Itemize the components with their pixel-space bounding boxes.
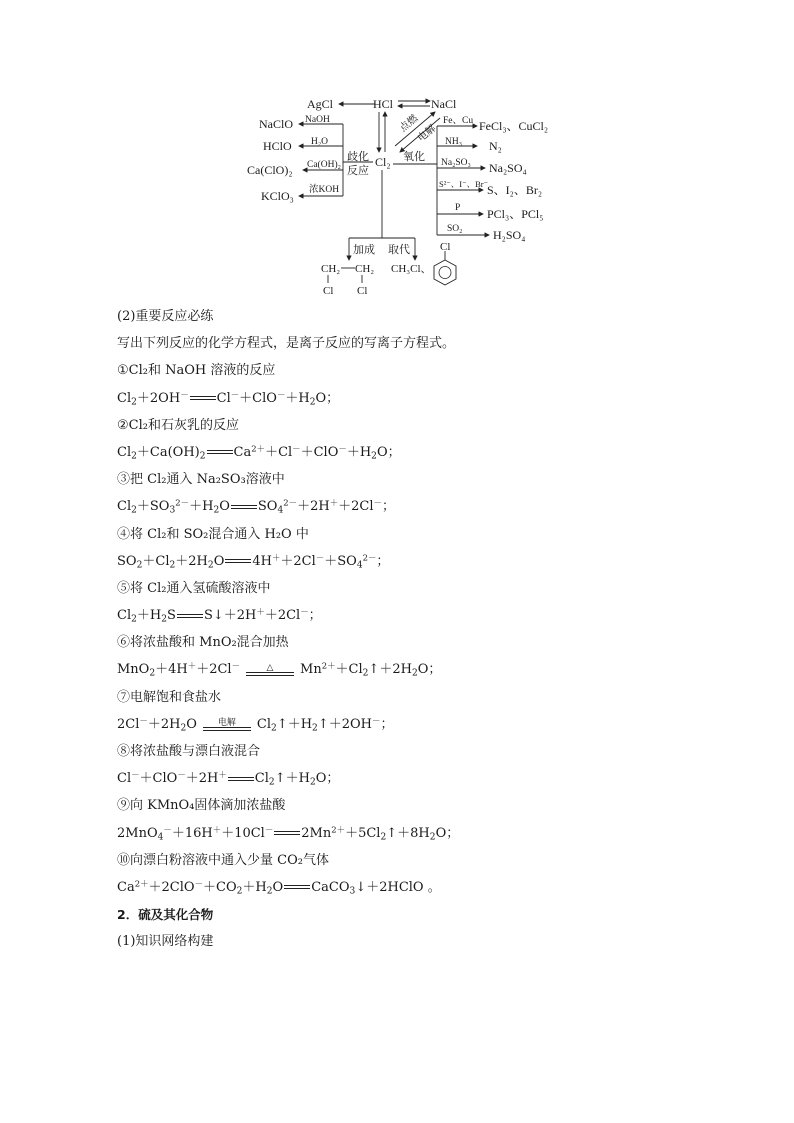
right-product-2 — [437, 158, 527, 175]
fanying-label: 反应 — [347, 165, 369, 177]
ch2-left: CH₂ — [321, 263, 341, 275]
benzene-cl-label: Cl — [440, 241, 451, 253]
svg-text:S²⁻、I⁻、Br⁻: S²⁻、I⁻、Br⁻ — [439, 179, 489, 189]
svg-text:P: P — [455, 203, 461, 213]
right-product-3 — [437, 179, 542, 197]
reaction-7-title: ⑦电解饱和食盐水 — [117, 689, 222, 705]
electrolysis-condition: 电解 — [203, 718, 251, 731]
jiacheng-label: 加成 — [353, 244, 375, 256]
left-product-0 — [259, 115, 343, 131]
reaction-9-title: ⑨向 KMnO₄固体滴加浓盐酸 — [117, 798, 286, 814]
reaction-8-title: ⑧将浓盐酸与漂白液混合 — [117, 744, 261, 759]
right-product-4 — [437, 203, 543, 221]
reaction-9-equation: 2MnO$_4$－＋16H＋＋10Cl－ $2Mn^{2+}+5Cl_2↑+8H_2O$； — [117, 823, 460, 842]
left-product-2 — [247, 159, 343, 177]
svg-text:NaClO: NaClO — [259, 117, 293, 131]
reaction-10-title: ⑩向漂白粉溶液中通入少量 CO₂气体 — [117, 852, 329, 868]
section-2-subheading: (1)知识网络构建 — [117, 934, 214, 950]
dianran-label: 点燃 — [397, 113, 421, 135]
right-product-5 — [437, 224, 525, 242]
chlorine-network-svg — [245, 90, 565, 300]
reaction-5-title: ⑤将 Cl₂通入氢硫酸溶液中 — [117, 580, 271, 596]
cl-a: Cl — [323, 285, 334, 297]
chlorobenzene — [434, 241, 456, 285]
reaction-2-title: ②Cl₂和石灰乳的反应 — [117, 417, 239, 433]
left-product-3 — [261, 183, 343, 203]
left-product-1 — [263, 137, 343, 153]
ch2-right: CH₂ — [355, 263, 375, 275]
svg-text:SO₂: SO₂ — [447, 224, 463, 234]
reaction-8-equation: Cl－＋ClO－＋2H＋ $Cl_2↑+H_2O$； — [117, 769, 340, 788]
svg-text:Ca(ClO)₂: Ca(ClO)₂ — [247, 163, 293, 177]
section-2-heading: 2．硫及其化合物 — [117, 907, 214, 923]
qudai-label: 取代 — [388, 244, 410, 256]
svg-text:NaOH: NaOH — [305, 115, 330, 125]
nacl-label: NaCl — [431, 97, 457, 111]
qihua-label: 歧化 — [347, 151, 369, 163]
ch3cl-label: CH₃Cl、 — [391, 263, 432, 275]
svg-text:FeCl₃、CuCl₂: FeCl₃、CuCl₂ — [479, 119, 549, 133]
svg-text:PCl₃、PCl₅: PCl₃、PCl₅ — [487, 207, 544, 221]
chlorine-network-diagram — [245, 90, 565, 300]
svg-text:Fe、Cu: Fe、Cu — [443, 116, 474, 126]
agcl-label: AgCl — [307, 97, 334, 111]
svg-text:H₂O: H₂O — [311, 137, 329, 147]
svg-text:HClO: HClO — [263, 139, 292, 153]
svg-text:浓KOH: 浓KOH — [309, 185, 340, 195]
heat-condition: △ — [246, 663, 294, 676]
reaction-3-title: ③把 Cl₂通入 Na₂SO₃溶液中 — [117, 472, 285, 488]
reaction-4-title: ④将 Cl₂和 SO₂混合通入 H₂O 中 — [117, 526, 309, 542]
reaction-6-equation: MnO$_2$＋4H＋＋2Cl－ △ $Mn^{2+}+Cl_2↑+2H_2O$； — [117, 660, 442, 679]
yanghua-label: 氧化 — [403, 151, 425, 163]
svg-text:KClO₃: KClO₃ — [261, 189, 294, 203]
svg-text:Ca(OH)₂: Ca(OH)₂ — [307, 160, 341, 170]
svg-text:H₂SO₄: H₂SO₄ — [493, 228, 526, 242]
dianjie-label: 电解 — [415, 123, 439, 145]
content-body — [117, 303, 717, 956]
svg-text:S、I₂、Br₂: S、I₂、Br₂ — [487, 183, 543, 197]
right-product-1 — [437, 137, 502, 153]
reaction-6-title: ⑥将浓盐酸和 MnO₂混合加热 — [117, 635, 289, 651]
reaction-4-equation: $SO_2+Cl_2+2H_2O$ $4H^++2Cl^-+SO_4^{2-}$； — [117, 552, 390, 570]
reaction-10-equation: $Ca^{2+}+2ClO^-+CO_2+H_2O$ CaCO$_3$↓＋2HClO 。 — [117, 878, 441, 897]
right-product-0 — [437, 116, 548, 133]
reaction-3-equation: $Cl_2+SO_3^{2-}+H_2O$ $SO_4^{2-}+2H^++2Cl^-$； — [117, 497, 395, 516]
reaction-1-title: ①Cl₂和 NaOH 溶液的反应 — [117, 363, 276, 379]
reaction-5-equation: $Cl_2+H_2S$ S↓＋2H＋＋2Cl－； — [117, 606, 322, 625]
svg-text:NH₃: NH₃ — [445, 137, 463, 147]
hcl-label: HCl — [373, 97, 394, 111]
reaction-1-equation: $Cl_2+2OH^-$ $Cl^-+ClO^-+H_2O$； — [117, 388, 340, 407]
section-title: (2)重要反应必练 — [117, 309, 214, 324]
reaction-7-equation: $2Cl^-+2H_2O$ 电解 $Cl_2↑+H_2↑+2OH^-$； — [117, 715, 394, 734]
svg-text:N₂: N₂ — [489, 139, 502, 153]
svg-text:Na₂SO₄: Na₂SO₄ — [489, 161, 527, 175]
cl-b: Cl — [357, 285, 368, 297]
instruction: 写出下列反应的化学方程式，是离子反应的写离子方程式。 — [117, 336, 456, 352]
svg-text:Na₂SO₃: Na₂SO₃ — [441, 158, 471, 168]
cl2-center: Cl₂ — [375, 155, 391, 169]
reaction-2-equation: $Cl_2+Ca(OH)_2$ $Ca^{2+}+Cl^-+ClO^-+H_2O$； — [117, 443, 401, 462]
